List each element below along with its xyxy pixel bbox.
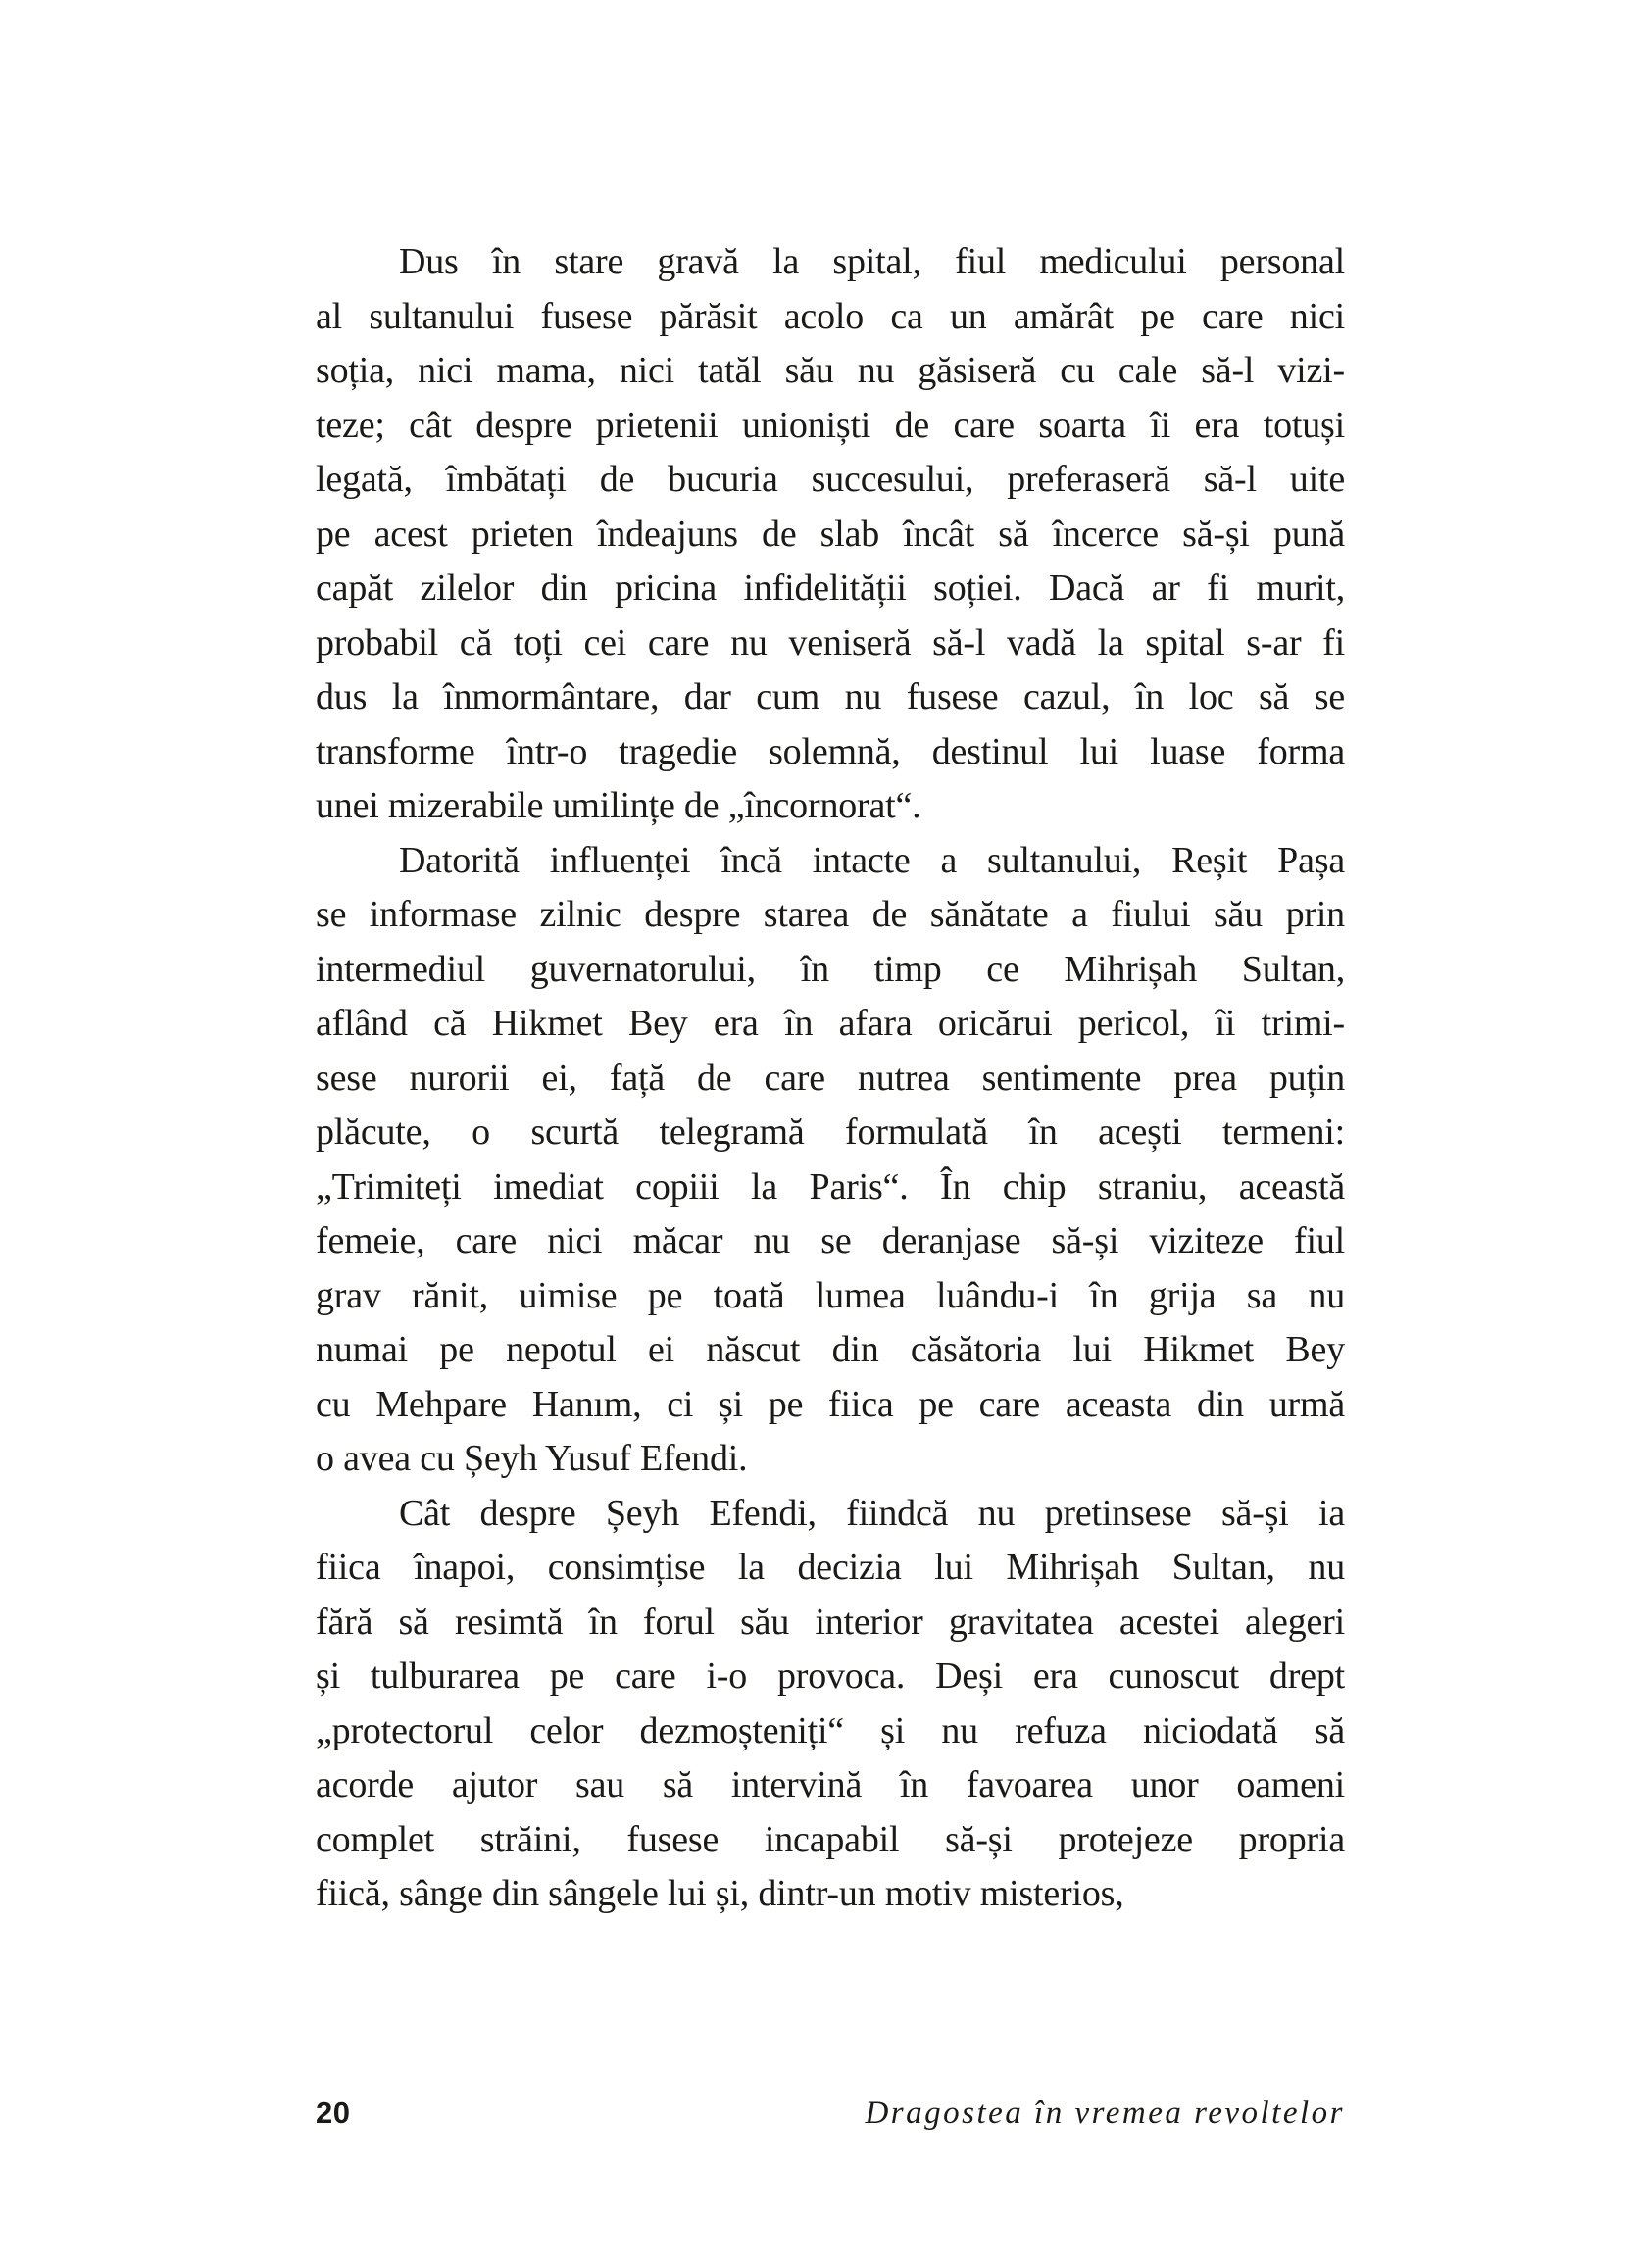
text-line: capăt zilelor din pricina infidelității soției. Dacă ar fi murit, (316, 567, 1345, 609)
text-line: intermediul guvernatorului, în timp ce Mihrișah Sultan, (316, 948, 1345, 990)
text-line: legată, îmbătați de bucuria succesului, preferaseră să-l uite (316, 459, 1345, 500)
text-line: teze; cât despre prietenii unioniști de care soarta îi era totuși (316, 404, 1345, 446)
paragraph (316, 834, 1345, 1487)
text-line: probabil că toți cei care nu veniseră să-l vadă la spital s-ar fi (316, 621, 1345, 664)
body-text (316, 235, 1345, 1922)
text-line: dus la înmormântare, dar cum nu fusese cazul, în loc să se (316, 676, 1345, 717)
text-line: complet străini, fusese incapabil să-și protejeze propria (316, 1818, 1345, 1860)
text-line: sese nurorii ei, față de care nutrea sentimente prea puțin (316, 1057, 1345, 1099)
text-line: Datorită influenței încă intacte a sultanului, Reșit Pașa (399, 839, 1345, 881)
text-line: Cât despre Șeyh Efendi, fiindcă nu pretinsese să-și ia (399, 1492, 1345, 1534)
running-title: Dragostea în vremea revoltelor (865, 2095, 1345, 2131)
text-line: transforme într-o tragedie solemnă, destinul lui luase forma (316, 730, 1345, 772)
text-line: unei mizerabile umilințe de „încornorat“. (316, 785, 921, 826)
text-line: pe acest prieten îndeajuns de slab încât să încerce să-și pună (316, 513, 1345, 555)
paragraph (316, 235, 1345, 834)
text-line: grav rănit, uimise pe toată lumea luându-i în grija sa nu (316, 1274, 1345, 1316)
paragraph (316, 1487, 1345, 1922)
page-number: 20 (316, 2095, 351, 2130)
text-line: Dus în stare gravă la spital, fiul medicului personal (399, 241, 1345, 282)
text-line: numai pe nepotul ei născut din căsătoria lui Hikmet Bey (316, 1329, 1345, 1370)
page-footer (316, 2095, 1345, 2132)
text-line: femeie, care nici măcar nu se deranjase să-și viziteze fiul (316, 1220, 1345, 1261)
text-line: aflând că Hikmet Bey era în afara oricărui pericol, îi trimi- (316, 1003, 1345, 1044)
text-line: și tulburarea pe care i-o provoca. Deși era cunoscut drept (316, 1655, 1345, 1697)
text-line: fără să resimtă în forul său interior gravitatea acestei alegeri (316, 1601, 1345, 1643)
text-line: se informase zilnic despre starea de sănătate a fiului său prin (316, 894, 1345, 935)
text-line: al sultanului fusese părăsit acolo ca un amărât pe care nici (316, 295, 1345, 337)
text-line: „Trimiteți imediat copiii la Paris“. În chip straniu, această (316, 1165, 1345, 1208)
text-line: acorde ajutor sau să intervină în favoarea unor oameni (316, 1764, 1345, 1805)
text-line: fiica înapoi, consimțise la decizia lui Mihrișah Sultan, nu (316, 1547, 1345, 1588)
text-line: fiică, sânge din sângele lui și, dintr-un motiv misterios, (316, 1873, 1124, 1914)
text-line: „protectorul celor dezmoșteniți“ și nu refuza niciodată să (316, 1709, 1345, 1751)
text-line: cu Mehpare Hanım, ci și pe fiica pe care aceasta din urmă (316, 1383, 1345, 1425)
text-line: plăcute, o scurtă telegramă formulată în acești termeni: (316, 1111, 1345, 1153)
text-line: o avea cu Șeyh Yusuf Efendi. (316, 1438, 748, 1479)
text-line: soția, nici mama, nici tatăl său nu găsiseră cu cale să-l vizi- (316, 350, 1345, 391)
